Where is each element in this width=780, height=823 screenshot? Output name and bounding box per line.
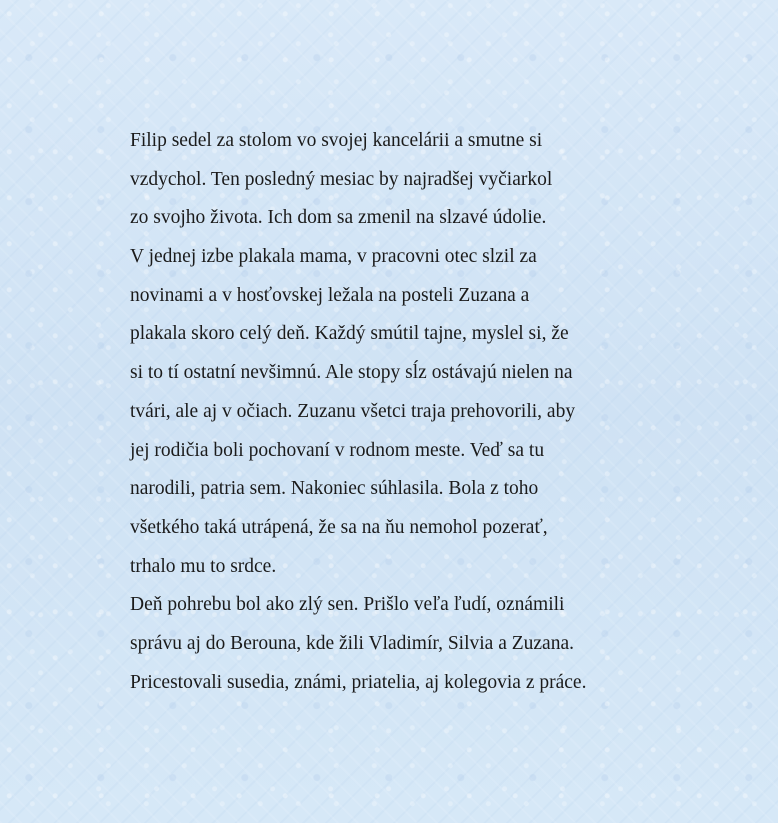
text-line-7: si to tí ostatní nevšimnú. Ale stopy sĺz ostávajú nielen na [130,362,573,384]
text-line-9: jej rodičia boli pochovaní v rodnom meste. Veď sa tu [130,439,545,461]
text-line-2: vzdychol. Ten posledný mesiac by najradšej vyčiarkol [130,168,553,190]
text-line-8: tvári, ale aj v očiach. Zuzanu všetci traja prehovorili, aby [130,400,576,422]
text-line-13: Deň pohrebu bol ako zlý sen. Prišlo veľa ľudí, oznámili [130,594,565,616]
text-line-11: všetkého taká utrápená, že sa na ňu nemohol pozerať, [130,516,548,538]
text-line-6: plakala skoro celý deň. Každý smútil tajne, myslel si, že [130,323,569,345]
text-line-1: Filip sedel za stolom vo svojej kancelárii a smutne si [130,130,543,151]
text-line-10: narodili, patria sem. Nakoniec súhlasila. Bola z toho [130,478,539,500]
text-line-12: trhalo mu to srdce. [130,555,277,577]
text-line-3: zo svojho života. Ich dom sa zmenil na slzavé údolie. [130,207,547,229]
text-line-4: V jednej izbe plakala mama, v pracovni otec slzil za [130,246,537,268]
text-line-5: novinami a v hosťovskej ležala na posteli Zuzana a [130,284,530,306]
document-text [130,127,730,707]
text-line-15: Pricestovali susedia, známi, priatelia, aj kolegovia z práce. [130,671,587,693]
text-line-14: správu aj do Berouna, kde žili Vladimír, Silvia a Zuzana. [130,632,574,654]
